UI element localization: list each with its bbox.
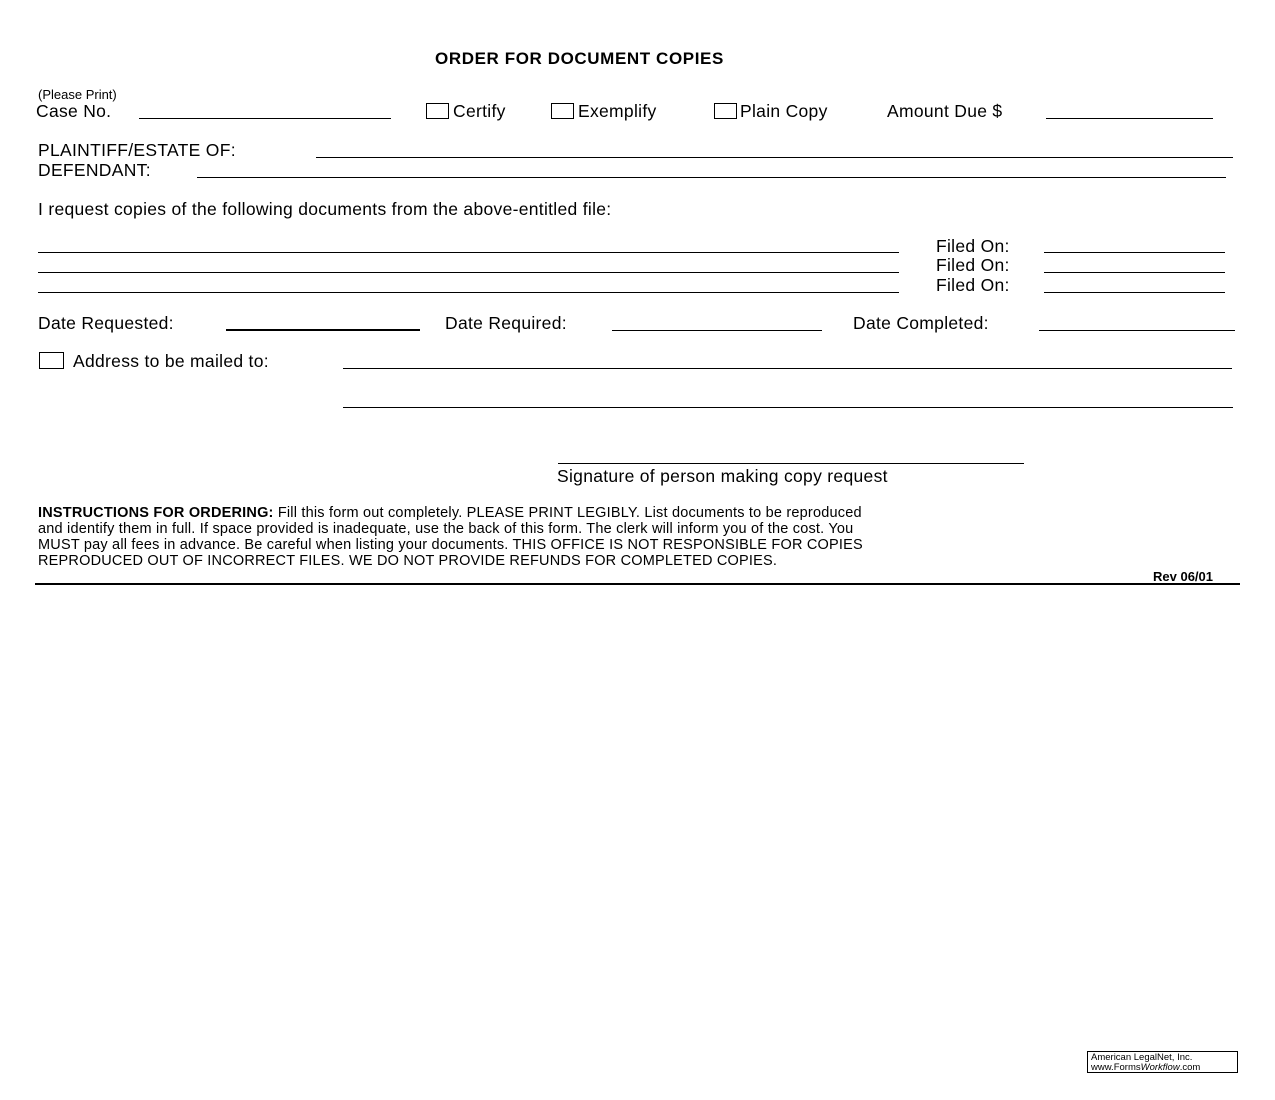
defendant-label: DEFENDANT: — [38, 160, 151, 180]
case-no-field[interactable] — [139, 118, 391, 119]
filed-on-label: Filed On: — [936, 236, 1010, 256]
filed-on-label: Filed On: — [936, 275, 1010, 295]
filed-on-label: Filed On: — [936, 255, 1010, 275]
instructions-line-4: REPRODUCED OUT OF INCORRECT FILES. WE DO NOT PROVIDE REFUNDS FOR COMPLETED COPIES. — [38, 553, 778, 569]
bottom-rule — [35, 583, 1240, 585]
document-field-3[interactable] — [38, 292, 899, 293]
legalnet-footer — [1087, 1051, 1238, 1073]
exemplify-label: Exemplify — [578, 101, 657, 121]
instructions-line-3: MUST pay all fees in advance. Be careful when listing your documents. THIS OFFICE IS NOT RESPONSIBLE FOR COPIES — [38, 537, 863, 553]
instructions-heading: INSTRUCTIONS FOR ORDERING: — [38, 505, 274, 521]
date-completed-field[interactable] — [1039, 330, 1235, 331]
date-requested-label: Date Requested: — [38, 313, 174, 333]
case-no-label: Case No. — [36, 101, 112, 121]
exemplify-checkbox[interactable] — [551, 103, 574, 119]
filed-on-field-2[interactable] — [1044, 272, 1225, 273]
revision-label: Rev 06/01 — [1153, 569, 1213, 584]
filed-on-field-1[interactable] — [1044, 252, 1225, 253]
filed-on-field-3[interactable] — [1044, 292, 1225, 293]
address-field-2[interactable] — [343, 407, 1233, 408]
signature-label: Signature of person making copy request — [557, 466, 888, 486]
please-print-note: (Please Print) — [38, 87, 117, 102]
plaintiff-label: PLAINTIFF/ESTATE OF: — [38, 140, 236, 160]
footer-company: American LegalNet, Inc. — [1091, 1052, 1193, 1063]
plaintiff-field[interactable] — [316, 157, 1233, 158]
certify-label: Certify — [453, 101, 506, 121]
date-completed-label: Date Completed: — [853, 313, 989, 333]
instructions — [38, 505, 863, 569]
amount-due-field[interactable] — [1046, 118, 1213, 119]
address-checkbox[interactable] — [39, 352, 64, 369]
plain-copy-checkbox[interactable] — [714, 103, 737, 119]
address-field-1[interactable] — [343, 368, 1232, 369]
document-field-1[interactable] — [38, 252, 899, 253]
page-title: ORDER FOR DOCUMENT COPIES — [435, 49, 724, 68]
document-field-2[interactable] — [38, 272, 899, 273]
instructions-line-2: and identify them in full. If space provided is inadequate, use the back of this form. The clerk will inform you of the cost. You — [38, 521, 854, 537]
signature-field[interactable] — [558, 463, 1024, 464]
certify-checkbox[interactable] — [426, 103, 449, 119]
footer-website: www.FormsWorkflow.com — [1091, 1062, 1201, 1073]
request-statement: I request copies of the following documents from the above-entitled file: — [38, 199, 612, 219]
plain-copy-label: Plain Copy — [740, 101, 828, 121]
address-label: Address to be mailed to: — [73, 351, 269, 371]
date-required-label: Date Required: — [445, 313, 567, 333]
instructions-line-1: INSTRUCTIONS FOR ORDERING: Fill this form out completely. PLEASE PRINT LEGIBLY. List documents to be reproduced — [38, 505, 862, 521]
amount-due-label: Amount Due $ — [887, 101, 1003, 121]
date-required-field[interactable] — [612, 330, 822, 331]
defendant-field[interactable] — [197, 177, 1226, 178]
date-requested-field[interactable] — [226, 329, 420, 331]
